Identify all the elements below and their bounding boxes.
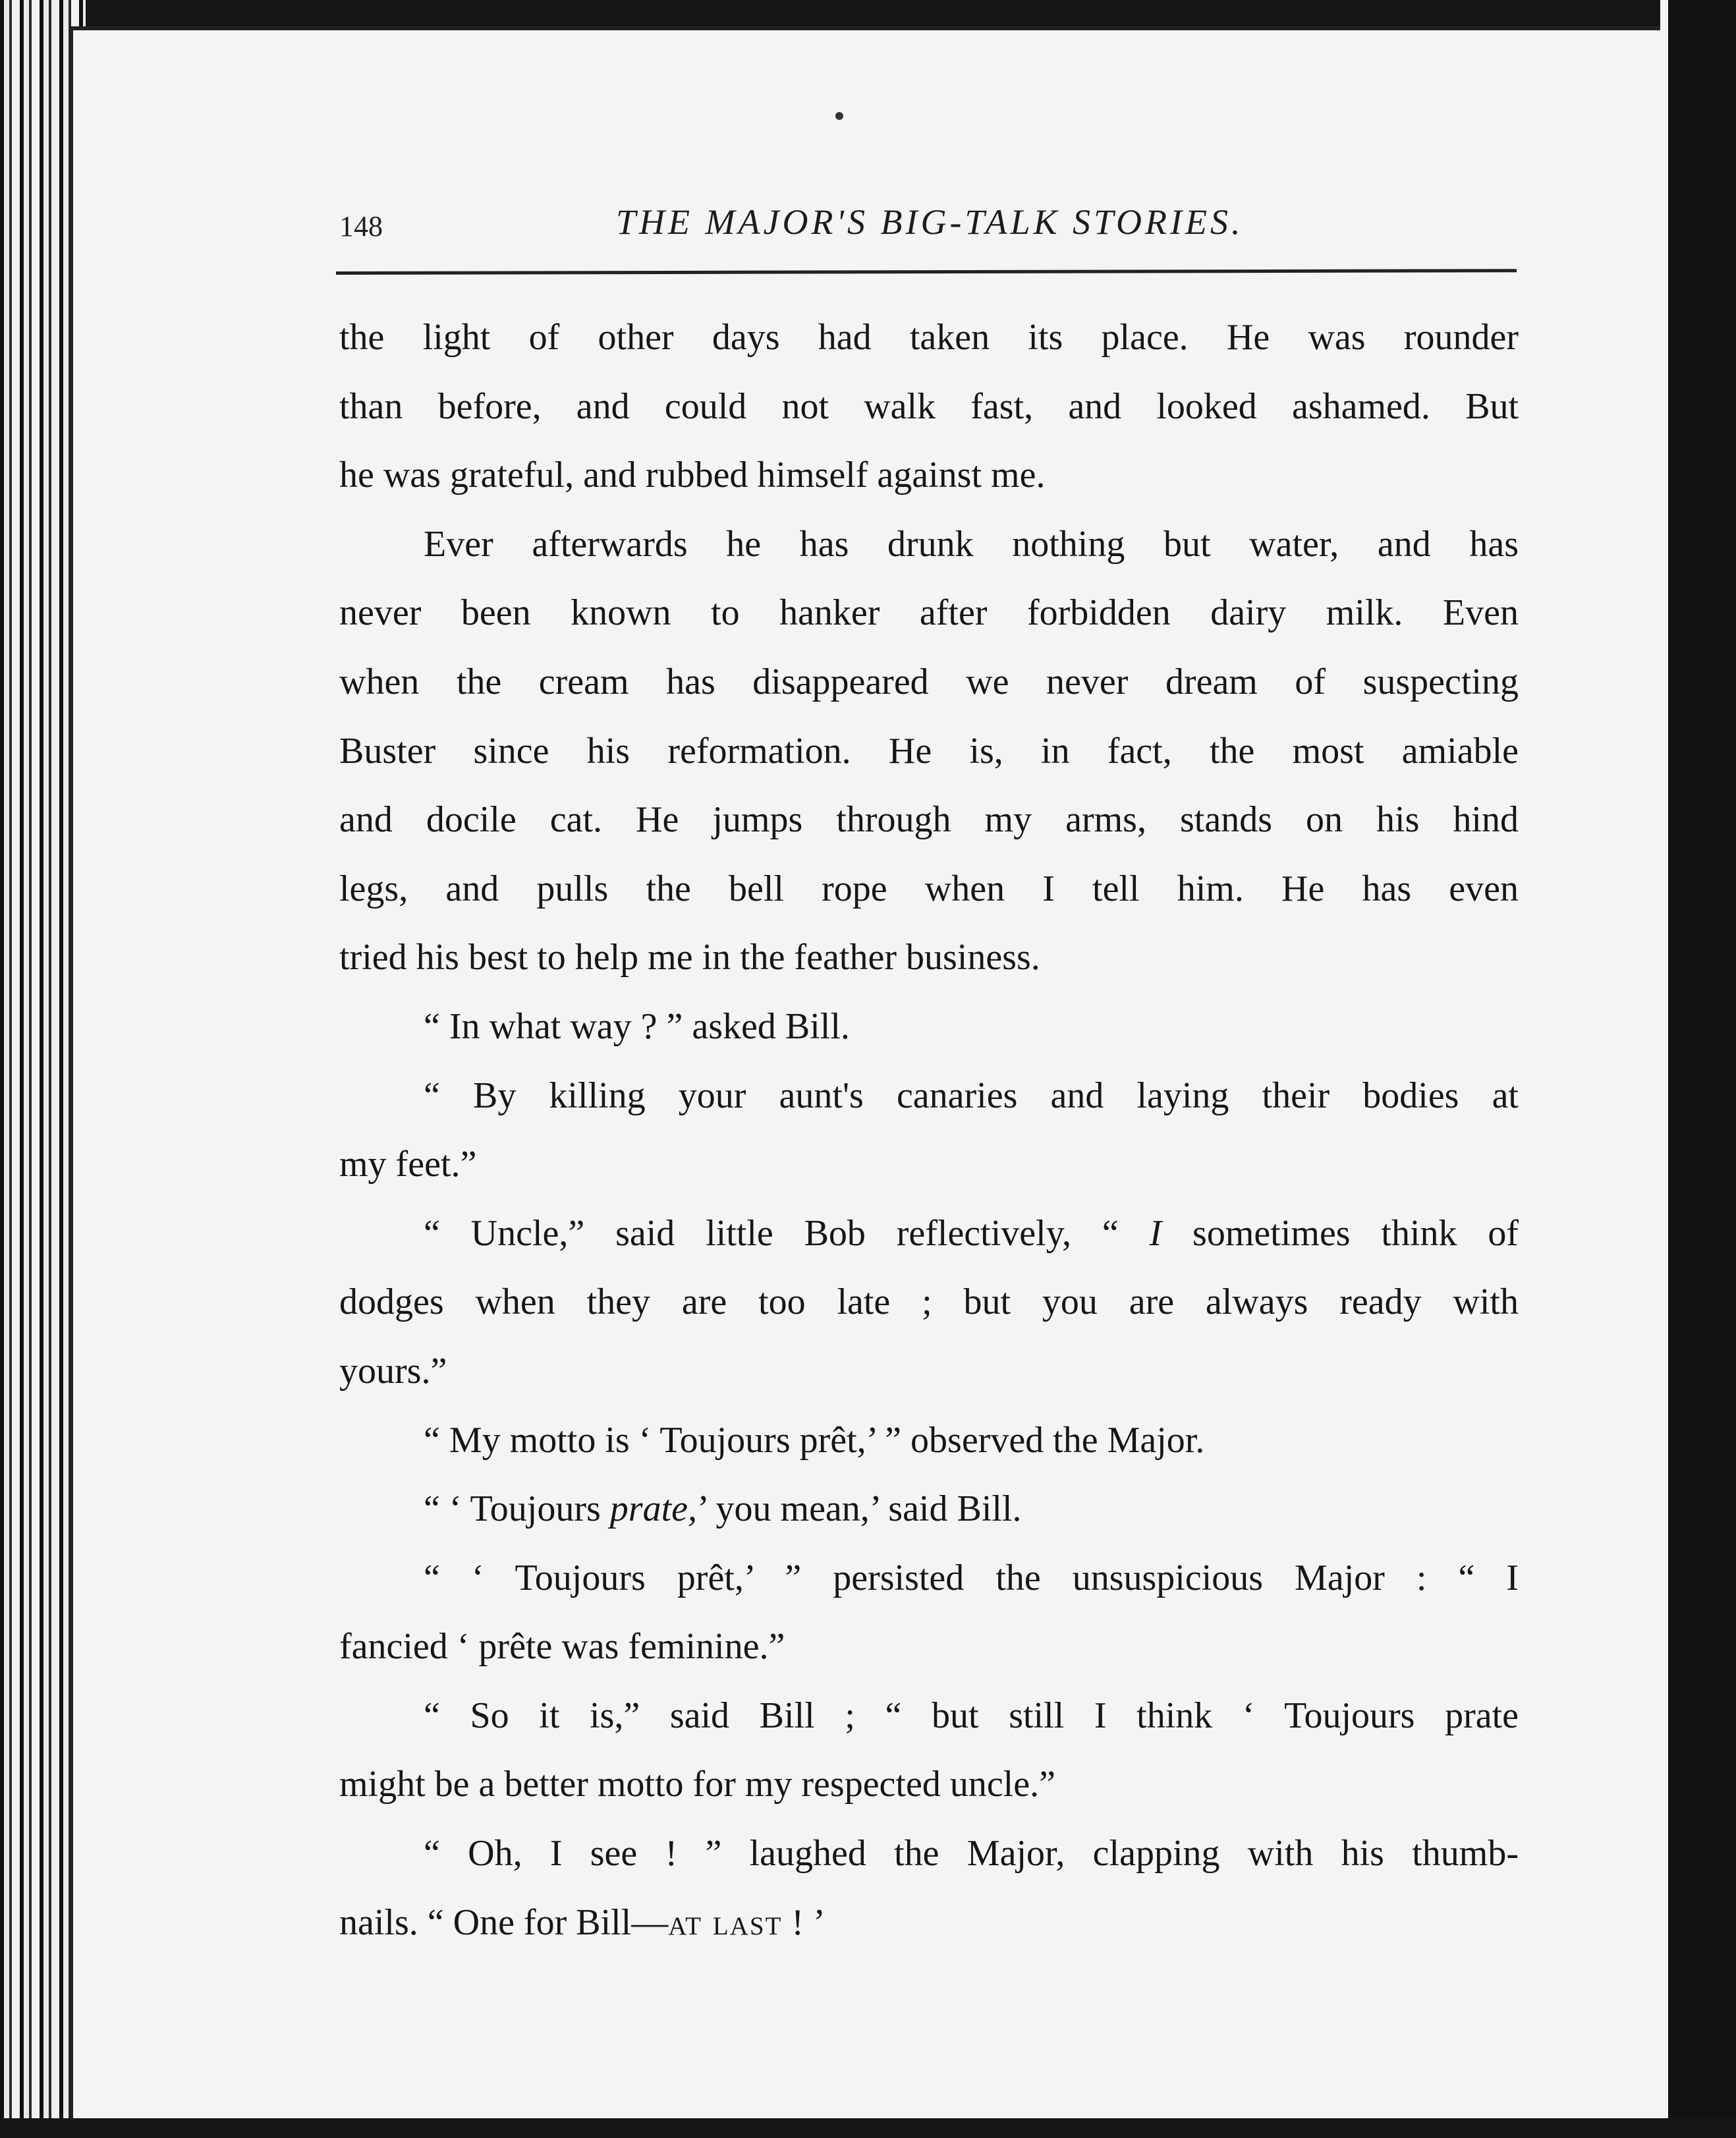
text-line: “ My motto is ‘ Toujours prêt,’ ” observed the Major. [424, 1419, 1205, 1461]
text-line: fancied ‘ prête was feminine.” [339, 1626, 785, 1668]
running-head [339, 198, 1519, 250]
text-line: than before, and could not walk fast, and looked ashamed. But [339, 385, 1519, 427]
text-line: legs, and pulls the bell rope when I tell him. He has even [339, 868, 1519, 909]
text-run: “ Uncle,” said little Bob reflectively, “ [424, 1212, 1150, 1254]
text-line: might be a better motto for my respected uncle.” [339, 1764, 1055, 1805]
text-line: “ In what way ? ” asked Bill. [424, 1005, 850, 1047]
scan-top-border [0, 0, 1736, 26]
italic-text: prate, [609, 1488, 698, 1530]
scan-right-border [1660, 0, 1736, 2138]
text-line: “ Oh, I see ! ” laughed the Major, clapping with his thumb- [424, 1833, 1519, 1874]
text-run: “ ‘ Toujours [424, 1488, 610, 1530]
text-line [339, 1475, 1519, 1544]
text-line: when the cream has disappeared we never dream of suspecting [339, 661, 1519, 702]
text-line: Ever afterwards he has drunk nothing but water, and has [424, 523, 1519, 565]
body-text [339, 303, 1519, 1957]
text-line: dodges when they are too late ; but you are always ready with [339, 1281, 1519, 1323]
text-line: tried his best to help me in the feather business. [339, 937, 1040, 978]
text-line: my feet.” [339, 1144, 477, 1185]
text-line: and docile cat. He jumps through my arms, stands on his hind [339, 799, 1519, 841]
text-line: never been known to hanker after forbidden dairy milk. Even [339, 592, 1519, 634]
text-line: the light of other days had taken its place. He was rounder [339, 317, 1519, 358]
italic-text: I [1149, 1212, 1162, 1254]
text-line: Buster since his reformation. He is, in fact, the most amiable [339, 730, 1519, 772]
text-line [339, 1888, 1519, 1957]
text-line: “ So it is,” said Bill ; “ but still I think ‘ Toujours prate [424, 1695, 1519, 1736]
small-caps-text: at last [668, 1901, 783, 1943]
running-title: THE MAJOR'S BIG-TALK STORIES. [616, 202, 1244, 242]
text-run: nails. “ One for Bill— [339, 1901, 669, 1943]
text-line [339, 1199, 1519, 1268]
text-line: “ ‘ Toujours prêt,’ ” persisted the unsuspicious Major : “ I [424, 1557, 1519, 1598]
page-edge-strip [1660, 0, 1668, 2138]
text-run: ! ’ [782, 1901, 826, 1943]
page-number: 148 [339, 210, 383, 242]
text-run: ’ you mean,’ said Bill. [697, 1488, 1022, 1530]
text-line: “ By killing your aunt's canaries and laying their bodies at [424, 1075, 1519, 1116]
text-line: yours.” [339, 1350, 447, 1392]
ink-speck [835, 112, 843, 120]
text-line: he was grateful, and rubbed himself against me. [339, 455, 1046, 496]
text-run: sometimes think of [1162, 1212, 1519, 1254]
scan-bottom-border [0, 2118, 1736, 2138]
